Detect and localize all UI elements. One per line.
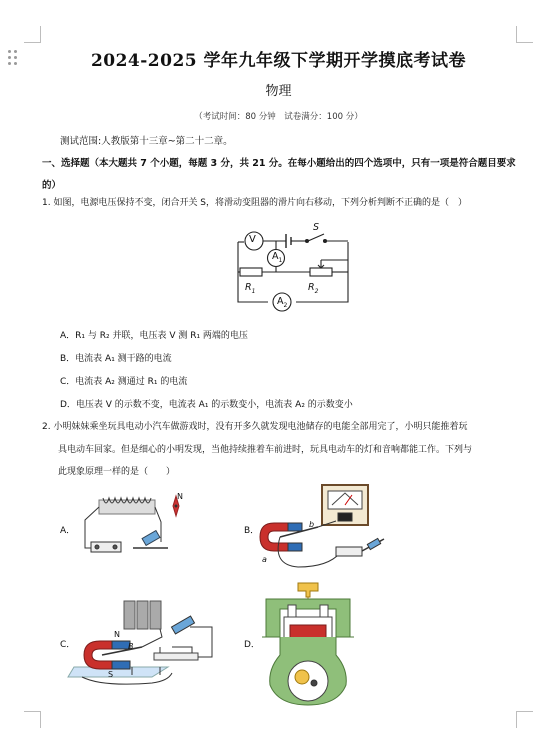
figure-b-generator <box>258 483 388 573</box>
label-a: a <box>262 555 267 564</box>
label-a1: $A_1$ <box>272 251 283 264</box>
figure-d-engine <box>258 577 358 707</box>
crop-mark <box>516 26 533 43</box>
crop-mark <box>516 711 533 728</box>
question-2-line-2: 具电动车回家。但是细心的小明发现，当他持续推着车前进时，玩具电动车的灯和音响都能工作。下列与 <box>58 445 473 455</box>
label-a2: $A_2$ <box>277 296 288 309</box>
subject-heading: 物理 <box>265 84 292 99</box>
figure-a-electromagnet <box>73 490 193 560</box>
resistor-r1-icon <box>240 268 262 276</box>
question-2-line-1: 2. 小明妹妹乘坐玩具电动小汽车做游戏时，没有开多久就发现电池储存的电能全部用完了，小明只能推着玩 <box>42 422 468 432</box>
figure-c-motor <box>72 597 222 687</box>
q1-option-c[interactable]: C．电流表 A₂ 测通过 R₁ 的电流 <box>60 377 188 387</box>
label-s: S <box>313 222 320 233</box>
q2-option-c-label[interactable]: C． <box>60 640 76 650</box>
label-b2: B <box>128 642 134 651</box>
q1-option-d[interactable]: D．电压表 V 的示数不变，电流表 A₁ 的示数变小，电流表 A₂ 的示数变小 <box>60 400 353 410</box>
q2-option-d-label[interactable]: D． <box>244 640 260 650</box>
label-r1: $R_1$ <box>245 282 256 295</box>
rheostat-r2-icon <box>310 268 332 276</box>
test-scope: 测试范围:人教版第十三章~第二十二章。 <box>60 136 233 147</box>
label-v: V <box>249 234 256 245</box>
q1-option-a[interactable]: A．R₁ 与 R₂ 并联，电压表 V 测 R₁ 两端的电压 <box>60 331 248 341</box>
question-2-line-3: 此现象原理一样的是（ ） <box>58 467 176 477</box>
q2-option-b-label[interactable]: B． <box>244 526 260 536</box>
compass-label-n: N <box>177 492 183 501</box>
q2-option-a-label[interactable]: A． <box>60 526 76 536</box>
label-n2: N <box>114 630 120 639</box>
section-heading: 一、选择题（本大题共 7 个小题，每题 3 分，共 21 分。在每小题给出的四个选项中，只有一项是符合题目要求的） <box>42 158 516 191</box>
label-s: S <box>108 670 114 679</box>
crop-mark <box>24 711 41 728</box>
crop-mark <box>24 26 41 43</box>
label-r2: $R_2$ <box>308 282 319 295</box>
question-1-stem: 1. 如图，电源电压保持不变，闭合开关 S，将滑动变阻器的滑片向右移动，下列分析判断不正确的是（ ） <box>42 198 468 208</box>
exam-meta: （考试时间：80 分钟 试卷满分：100 分） <box>194 112 363 122</box>
label-b: b <box>309 520 315 529</box>
page-title: 2024-2025 学年九年级下学期开学摸底考试卷 <box>90 51 467 71</box>
q1-option-b[interactable]: B．电流表 A₁ 测干路的电流 <box>60 354 172 364</box>
